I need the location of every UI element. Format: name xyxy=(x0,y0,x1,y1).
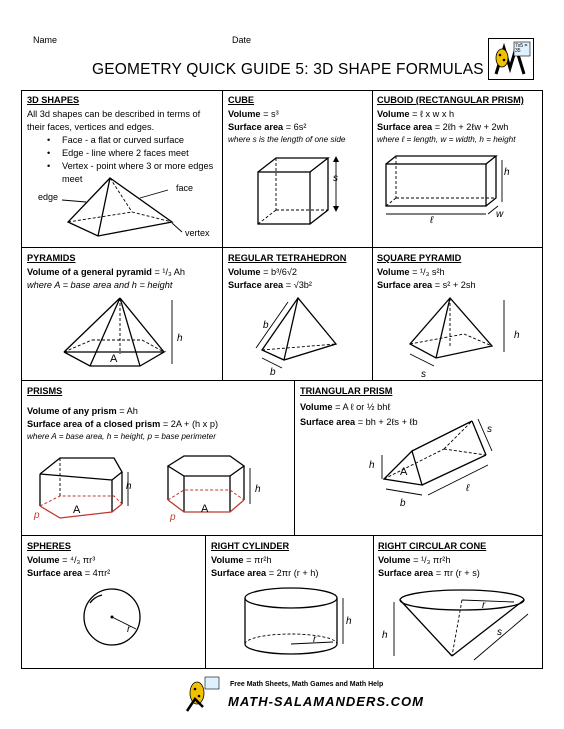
cube-surface-label: Surface area xyxy=(228,122,284,132)
cylinder-surface xyxy=(211,567,318,580)
footer-site[interactable]: MATH-SALAMANDERS.COM xyxy=(228,694,424,709)
shapes3d-intro-line2: their faces, vertices and edges. xyxy=(27,122,155,132)
cylinder-surface-formula: = 2πr (r + h) xyxy=(268,568,319,578)
triangular-prism-volume xyxy=(300,401,390,414)
cube-volume xyxy=(228,108,279,121)
label-vertex: vertex xyxy=(185,228,210,238)
cuboid-label-l: ℓ xyxy=(430,215,434,226)
bullet-edge: Edge - line where 2 faces meet xyxy=(62,148,189,158)
spheres-heading: SPHERES xyxy=(27,541,71,551)
cylinder-volume-label: Volume xyxy=(211,555,244,565)
pyramids-heading: PYRAMIDS xyxy=(27,253,76,263)
bullet-vertex-line2: meet xyxy=(62,174,83,184)
cylinder-heading: RIGHT CYLINDER xyxy=(211,541,290,551)
cylinder-volume xyxy=(211,554,272,567)
triangular-prism-label-s: s xyxy=(487,424,492,435)
cube-volume-formula: = s³ xyxy=(263,109,279,119)
prisms-label-a2: A xyxy=(201,503,209,515)
spheres-volume xyxy=(27,554,95,567)
square-pyramid-surface-formula: = s² + 2sh xyxy=(434,280,476,290)
square-pyramid-surface-label: Surface area xyxy=(377,280,433,290)
cone-surface-label: Surface area xyxy=(378,568,434,578)
square-pyramid-heading: SQUARE PYRAMID xyxy=(377,253,462,263)
pyramids-note: where A = base area and h = height xyxy=(27,280,173,290)
tetrahedron-heading: REGULAR TETRAHEDRON xyxy=(228,253,347,263)
pyramids-label-a: A xyxy=(110,353,118,365)
square-pyramid-volume-formula: = ¹/₃ s²h xyxy=(412,267,445,277)
spheres-label-r: r xyxy=(127,624,131,635)
cylinder-surface-label: Surface area xyxy=(211,568,267,578)
bullet-vertex-line1: Vertex - point where 3 or more edges xyxy=(62,161,214,171)
hexagonal-pyramid-diagram xyxy=(30,292,220,382)
pyramids-volume xyxy=(27,266,185,279)
date-label: Date xyxy=(232,35,252,45)
cube-heading: CUBE xyxy=(228,95,255,105)
spheres-surface xyxy=(27,567,110,580)
cuboid-surface-label: Surface area xyxy=(377,122,433,132)
sphere-diagram xyxy=(60,585,180,665)
prisms-label-h2: h xyxy=(255,484,261,495)
tetrahedron-label-b2: b xyxy=(270,367,276,378)
cuboid-volume-label: Volume xyxy=(377,109,410,119)
prisms-label-h1: h xyxy=(126,481,132,492)
prisms-surface xyxy=(27,418,218,431)
spheres-volume-formula: = ⁴/₃ πr³ xyxy=(62,555,96,565)
triangular-prism-diagram xyxy=(370,415,540,515)
cylinder-volume-formula: = πr²h xyxy=(246,555,272,565)
prisms-label-p2: p xyxy=(170,512,176,523)
cuboid-surface-formula: = 2ℓh + 2ℓw + 2wh xyxy=(434,122,509,132)
cuboid-note: where ℓ = length, w = width, h = height xyxy=(377,135,516,144)
pentagonal-prism-diagram xyxy=(30,450,160,530)
spheres-surface-label: Surface area xyxy=(27,568,83,578)
cone-label-s: s xyxy=(497,627,502,638)
square-pyramid-surface xyxy=(377,279,476,292)
square-pyramid-volume xyxy=(377,266,445,279)
tetrahedron-volume-label: Volume xyxy=(228,267,261,277)
prisms-label-a1: A xyxy=(73,504,81,516)
cone-diagram xyxy=(378,580,543,670)
tetrahedron-volume xyxy=(228,266,297,279)
bullet-dot-edge: • xyxy=(47,148,51,158)
bullet-dot-face: • xyxy=(47,135,51,145)
prisms-surface-label: Surface area of a closed prism xyxy=(27,419,161,429)
tetrahedron-surface xyxy=(228,279,312,292)
bullet-face: Face - a flat or curved surface xyxy=(62,135,185,145)
square-pyramid-label-s: s xyxy=(421,369,426,380)
cube-diagram xyxy=(228,148,368,248)
triangular-prism-label-b: b xyxy=(400,498,406,509)
square-pyramid-volume-label: Volume xyxy=(377,267,410,277)
cuboid-volume xyxy=(377,108,454,121)
tetrahedron-volume-formula: = b³/6√2 xyxy=(263,267,297,277)
prisms-volume-label: Volume of any prism xyxy=(27,406,117,416)
triangular-prism-surface-label: Surface area xyxy=(300,417,356,427)
pyramids-volume-label: Volume of a general pyramid xyxy=(27,267,152,277)
prisms-label-p1: p xyxy=(34,510,40,521)
cube-label-s: s xyxy=(333,173,338,184)
tetrahedron-surface-label: Surface area xyxy=(228,280,284,290)
prisms-surface-formula: = 2A + (h x p) xyxy=(162,419,218,429)
cone-surface-formula: = πr (r + s) xyxy=(435,568,480,578)
cone-label-h: h xyxy=(382,630,388,641)
triangular-prism-volume-label: Volume xyxy=(300,402,333,412)
cylinder-label-r: r xyxy=(313,634,317,645)
label-edge: edge xyxy=(38,192,59,202)
label-face: face xyxy=(176,183,194,193)
triangular-prism-heading: TRIANGULAR PRISM xyxy=(300,386,393,396)
cuboid-diagram xyxy=(376,150,541,245)
cone-label-r: r xyxy=(482,600,486,611)
footer-logo xyxy=(183,675,223,713)
cube-surface xyxy=(228,121,306,134)
cone-volume-label: Volume xyxy=(378,555,411,565)
page-title: GEOMETRY QUICK GUIDE 5: 3D SHAPE FORMULAS xyxy=(92,61,484,78)
hexagonal-prism-diagram xyxy=(160,450,280,530)
cuboid-surface xyxy=(377,121,508,134)
prisms-note: where A = base area, h = height, p = base perimeter xyxy=(27,432,216,441)
cube-note: where s is the length of one side xyxy=(228,135,346,144)
spheres-surface-formula: = 4πr² xyxy=(84,568,111,578)
cuboid-label-w: w xyxy=(496,209,504,220)
prisms-volume xyxy=(27,405,138,418)
pyramids-label-h: h xyxy=(177,333,183,344)
triangular-prism-label-l: ℓ xyxy=(466,483,470,494)
tetrahedron-label-b1: b xyxy=(263,320,269,331)
cuboid-volume-formula: = ℓ x w x h xyxy=(412,109,455,119)
square-pyramid-label-h: h xyxy=(514,330,520,341)
cone-volume-formula: = ¹/₃ πr²h xyxy=(413,555,451,565)
tetrahedron-diagram xyxy=(232,292,372,382)
triangular-prism-volume-formula: = A ℓ or ½ bhℓ xyxy=(335,402,391,412)
spheres-volume-label: Volume xyxy=(27,555,60,565)
footer-tagline: Free Math Sheets, Math Games and Math Help xyxy=(230,681,384,688)
name-label: Name xyxy=(33,35,58,45)
cone-surface xyxy=(378,567,480,580)
cone-volume xyxy=(378,554,450,567)
cylinder-label-h: h xyxy=(346,616,352,627)
triangular-prism-label-h: h xyxy=(369,460,375,471)
prisms-volume-formula: = Ah xyxy=(119,406,138,416)
tetrahedron-surface-formula: = √3b² xyxy=(285,280,312,290)
bullet-dot-vertex: • xyxy=(47,161,51,171)
cube-volume-label: Volume xyxy=(228,109,261,119)
cuboid-label-h: h xyxy=(504,167,510,178)
cone-heading: RIGHT CIRCULAR CONE xyxy=(378,541,487,551)
pyramids-volume-formula: = ¹/₃ Ah xyxy=(154,267,186,277)
prisms-heading: PRISMS xyxy=(27,386,63,396)
shapes3d-intro-line1: All 3d shapes can be described in terms of xyxy=(27,109,201,119)
pyramid-diagram xyxy=(22,170,222,250)
logo-text: 7x5 = 35 xyxy=(515,43,528,54)
cuboid-heading: CUBOID (RECTANGULAR PRISM) xyxy=(377,95,524,105)
triangular-prism-surface-formula: = bh + 2ℓs + ℓb xyxy=(357,417,418,427)
cube-surface-formula: = 6s² xyxy=(285,122,307,132)
triangular-prism-label-a: A xyxy=(400,466,408,478)
shapes3d-heading: 3D SHAPES xyxy=(27,95,80,105)
